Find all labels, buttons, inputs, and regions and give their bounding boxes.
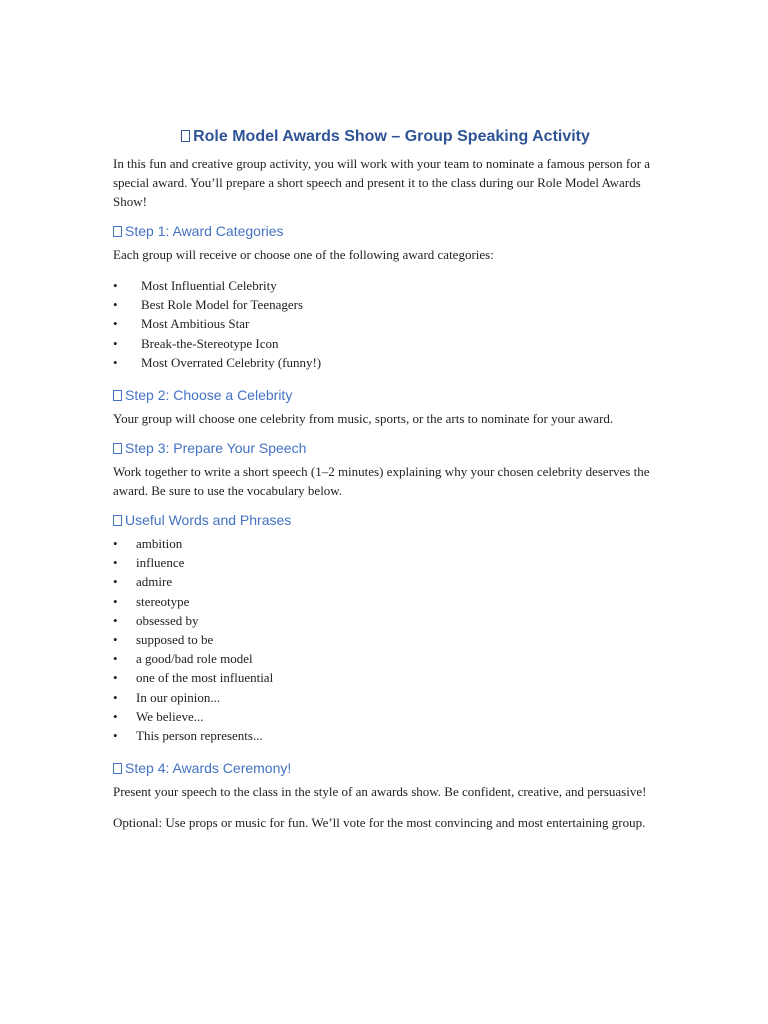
bullet: • [113, 536, 118, 552]
step2-paragraph: Your group will choose one celebrity from music, sports, or the arts to nominate for your award. [113, 411, 614, 427]
bullet: • [113, 612, 118, 628]
bullet: • [113, 632, 118, 648]
award-categories-list [113, 276, 658, 372]
missing-glyph-icon [181, 130, 190, 142]
missing-glyph-icon [113, 390, 122, 401]
list-item: • We believe... [113, 707, 658, 726]
list-item: • a good/bad role model [113, 649, 658, 668]
step2-heading [113, 385, 658, 405]
document-title-text: Role Model Awards Show – Group Speaking Activity [193, 128, 590, 145]
step1-heading [113, 221, 658, 241]
intro-paragraph: In this fun and creative group activity, you will work with your team to nominate a famous person for a special award. You’ll prepare a short speech and present it to the class during our Role Model Awards Show! [113, 156, 651, 209]
missing-glyph-icon [113, 443, 122, 454]
vocab-heading [113, 510, 658, 530]
step4-paragraph: Present your speech to the class in the style of an awards show. Be confident, creative, and persuasive! [113, 784, 647, 800]
list-item: • Break-the-Stereotype Icon [113, 334, 658, 353]
list-item: • supposed to be [113, 630, 658, 649]
list-item: • ambition [113, 534, 658, 553]
list-item: • obsessed by [113, 611, 658, 630]
bullet: • [113, 316, 118, 332]
bullet: • [113, 593, 118, 609]
vocabulary-list [113, 534, 658, 745]
step3-paragraph: Work together to write a short speech (1–2 minutes) explaining why your chosen celebrity deserves the award. Be sure to use the vocabulary below. [113, 464, 650, 499]
bullet: • [113, 278, 118, 293]
missing-glyph-icon [113, 515, 122, 526]
step3-heading-text: Step 3: Prepare Your Speech [125, 440, 307, 457]
list-item: • Most Influential Celebrity [113, 276, 658, 295]
bullet: • [113, 297, 118, 313]
step2-heading-text: Step 2: Choose a Celebrity [125, 387, 293, 404]
bullet: • [113, 574, 118, 590]
document-title [113, 126, 658, 148]
list-item: • This person represents... [113, 726, 658, 745]
bullet: • [113, 335, 118, 351]
bullet: • [113, 689, 118, 705]
list-item: • admire [113, 572, 658, 591]
missing-glyph-icon [113, 763, 122, 774]
bullet: • [113, 354, 118, 370]
list-item: • stereotype [113, 592, 658, 611]
list-item: • In our opinion... [113, 688, 658, 707]
step1-paragraph: Each group will receive or choose one of the following award categories: [113, 247, 494, 262]
document-page [113, 122, 658, 832]
step4-heading-text: Step 4: Awards Ceremony! [125, 760, 292, 777]
optional-paragraph: Optional: Use props or music for fun. We’ll vote for the most convincing and most entertaining group. [113, 815, 646, 831]
missing-glyph-icon [113, 226, 122, 237]
list-item: • influence [113, 553, 658, 572]
bullet: • [113, 708, 118, 724]
bullet: • [113, 728, 118, 744]
step3-heading [113, 438, 658, 458]
list-item: • one of the most influential [113, 668, 658, 687]
step4-heading [113, 758, 658, 778]
bullet: • [113, 670, 118, 686]
vocab-heading-text: Useful Words and Phrases [125, 512, 292, 529]
list-item: • Best Role Model for Teenagers [113, 295, 658, 314]
bullet: • [113, 555, 118, 571]
step1-heading-text: Step 1: Award Categories [125, 223, 284, 239]
bullet: • [113, 651, 118, 667]
list-item: • Most Ambitious Star [113, 314, 658, 333]
list-item: • Most Overrated Celebrity (funny!) [113, 353, 658, 372]
